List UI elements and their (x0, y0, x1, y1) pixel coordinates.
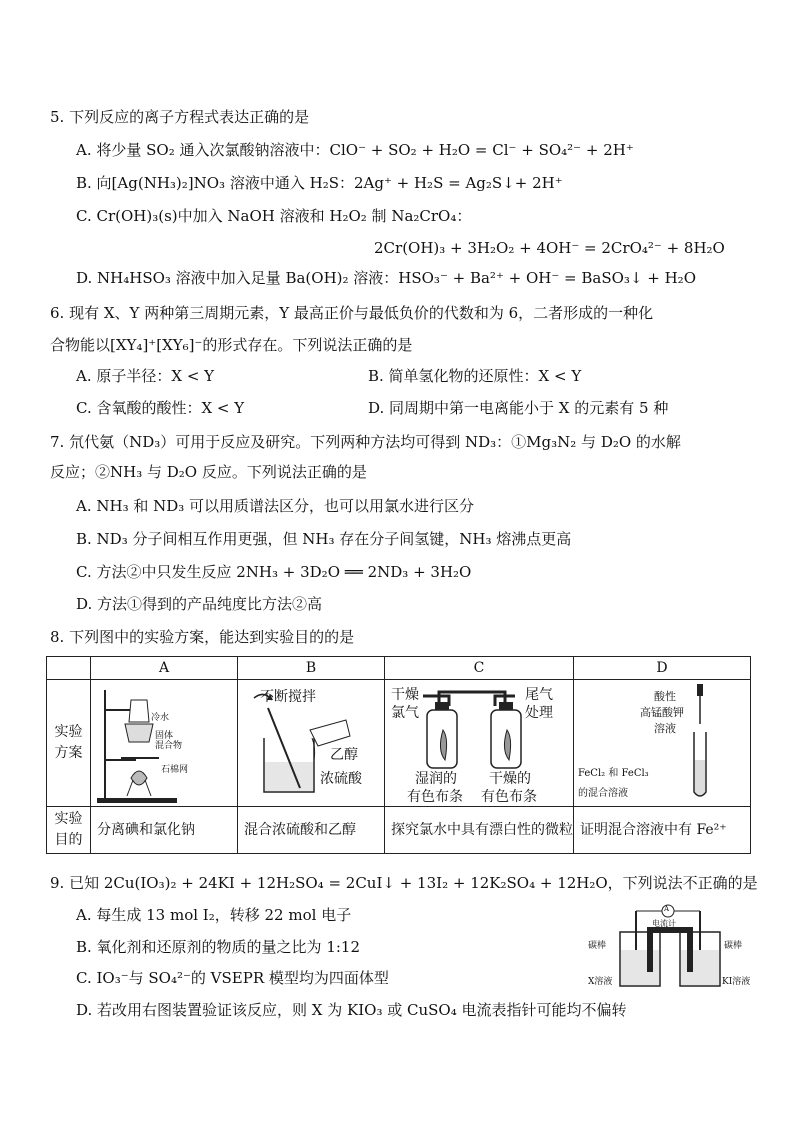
q9-figure (588, 902, 751, 992)
fig-a-label-cold-water: 冷水 (151, 713, 170, 723)
fig-c-label-tail: 尾气 (525, 687, 553, 703)
q8-stem: 8. 下列图中的实验方案，能达到实验目的的是 (50, 628, 355, 646)
q7-option-a: A. NH₃ 和 ND₃ 可以用质谱法区分，也可以用氯水进行区分 (76, 497, 475, 515)
fig-d-label-solution: 溶液 (654, 722, 676, 735)
fig-a-label-solid: 固体 (155, 731, 174, 741)
table-row-goal (47, 807, 751, 854)
figure-a (91, 680, 238, 807)
q9-stem: 9. 已知 2Cu(IO₃)₂ + 24KI + 12H₂SO₄ = 2CuI↓ + 13I₂ + 12K₂SO₄ + 12H₂O，下列说法不正确的是 (50, 874, 758, 892)
table-header-row (47, 657, 751, 680)
q5-option-c-equation: 2Cr(OH)₃ + 3H₂O₂ + 4OH⁻ = 2CrO₄²⁻ + 8H₂O (374, 239, 725, 257)
header-blank (47, 657, 91, 680)
q6-option-b: B. 简单氢化物的还原性：X < Y (368, 367, 582, 385)
row-label-goal (47, 807, 91, 854)
fig-c-label-wet: 湿润的 (415, 771, 457, 787)
q5-option-b: B. 向[Ag(NH₃)₂]NO₃ 溶液中通入 H₂S：2Ag⁺ + H₂S = Ag₂S↓+ 2H⁺ (76, 174, 563, 192)
header-col-d: D (574, 657, 751, 680)
goal-a: 分离碘和氯化钠 (91, 807, 238, 854)
fig-a-label-mixture: 混合物 (155, 741, 183, 751)
q6-option-d: D. 同周期中第一电离能小于 X 的元素有 5 种 (368, 399, 669, 417)
experiment-table (46, 656, 751, 854)
q9-right-solution: KI溶液 (722, 977, 751, 987)
figure-b (238, 680, 385, 807)
goal-b: 混合浓硫酸和乙醇 (238, 807, 385, 854)
q9-option-b: B. 氧化剂和还原剂的物质的量之比为 1:12 (76, 938, 361, 956)
figure-d (574, 680, 751, 807)
row-label-scheme-2: 方案 (54, 745, 83, 761)
q6-option-c: C. 含氧酸的酸性：X < Y (76, 399, 245, 417)
goal-d: 证明混合溶液中有 Fe²⁺ (574, 807, 751, 854)
fig-b-label-h2so4: 浓硫酸 (320, 771, 362, 787)
fig-b-label-stir: 不断搅拌 (260, 689, 316, 705)
goal-c: 探究氯水中具有漂白性的微粒 (385, 807, 574, 854)
q9-option-a: A. 每生成 13 mol I₂，转移 22 mol 电子 (76, 906, 352, 924)
row-label-scheme-1: 实验 (54, 724, 83, 740)
q9-left-solution: X溶液 (588, 977, 613, 987)
q5-option-a: A. 将少量 SO₂ 通入次氯酸钠溶液中：ClO⁻ + SO₂ + H₂O = Cl⁻ + SO₄²⁻ + 2H⁺ (76, 141, 634, 159)
fig-d-label-fecl: FeCl₂ 和 FeCl₃ (578, 768, 649, 779)
fig-c-label-cloth2: 有色布条 (481, 789, 537, 805)
fig-d-label-acidic: 酸性 (654, 690, 676, 703)
q9-option-c: C. IO₃⁻与 SO₄²⁻的 VSEPR 模型均为四面体型 (76, 969, 389, 987)
q5-option-d: D. NH₄HSO₃ 溶液中加入足量 Ba(OH)₂ 溶液：HSO₃⁻ + Ba²⁺ + OH⁻ = BaSO₃↓ + H₂O (76, 269, 696, 287)
q6-stem-line1: 6. 现有 X、Y 两种第三周期元素，Y 最高正价与最低负价的代数和为 6，二者形成的一种化 (50, 304, 654, 322)
header-col-b: B (238, 657, 385, 680)
fig-d-label-kmno4: 高锰酸钾 (640, 706, 684, 719)
q9-meter-label: 电流计 (652, 919, 676, 928)
figure-c (385, 680, 574, 807)
row-label-goal-2: 目的 (54, 832, 83, 848)
header-col-a: A (91, 657, 238, 680)
fig-b-label-ethanol: 乙醇 (330, 747, 358, 763)
q7-option-d: D. 方法①得到的产品纯度比方法②高 (76, 595, 323, 613)
q7-stem-line2: 反应；②NH₃ 与 D₂O 反应。下列说法正确的是 (50, 463, 367, 481)
q7-option-c: C. 方法②中只发生反应 2NH₃ + 3D₂O ══ 2ND₃ + 3H₂O (76, 563, 472, 581)
row-label-scheme (47, 680, 91, 807)
q5-stem: 5. 下列反应的离子方程式表达正确的是 (50, 108, 310, 126)
row-label-goal-1: 实验 (54, 811, 83, 827)
table-row-scheme (47, 680, 751, 807)
fig-a-label-asbestos: 石棉网 (161, 765, 189, 775)
fig-c-label-dry: 干燥 (391, 687, 419, 703)
fig-c-label-dried: 干燥的 (489, 771, 531, 787)
q7-option-b: B. ND₃ 分子间相互作用更强，但 NH₃ 存在分子间氢键，NH₃ 熔沸点更高 (76, 530, 572, 548)
q6-option-a: A. 原子半径：X < Y (76, 367, 215, 385)
q7-stem-line1: 7. 氘代氨（ND₃）可用于反应及研究。下列两种方法均可得到 ND₃：①Mg₃N₂ 与 D₂O 的水解 (50, 433, 681, 451)
fig-d-label-mixture: 的混合溶液 (578, 788, 628, 799)
q9-right-electrode: 碳棒 (724, 941, 743, 951)
fig-c-label-treat: 处理 (525, 705, 553, 721)
q9-option-d: D. 若改用右图装置验证该反应，则 X 为 KIO₃ 或 CuSO₄ 电流表指针可能均不偏转 (76, 1001, 627, 1019)
q5-option-c: C. Cr(OH)₃(s)中加入 NaOH 溶液和 H₂O₂ 制 Na₂CrO₄： (76, 207, 472, 225)
q9-left-electrode: 碳棒 (588, 941, 607, 951)
fig-c-label-chlorine: 氯气 (391, 705, 419, 721)
fig-c-label-cloth1: 有色布条 (407, 789, 463, 805)
q6-stem-line2: 合物能以[XY₄]⁺[XY₆]⁻的形式存在。下列说法正确的是 (50, 336, 413, 354)
header-col-c: C (385, 657, 574, 680)
q9-meter-symbol: A (664, 905, 670, 913)
